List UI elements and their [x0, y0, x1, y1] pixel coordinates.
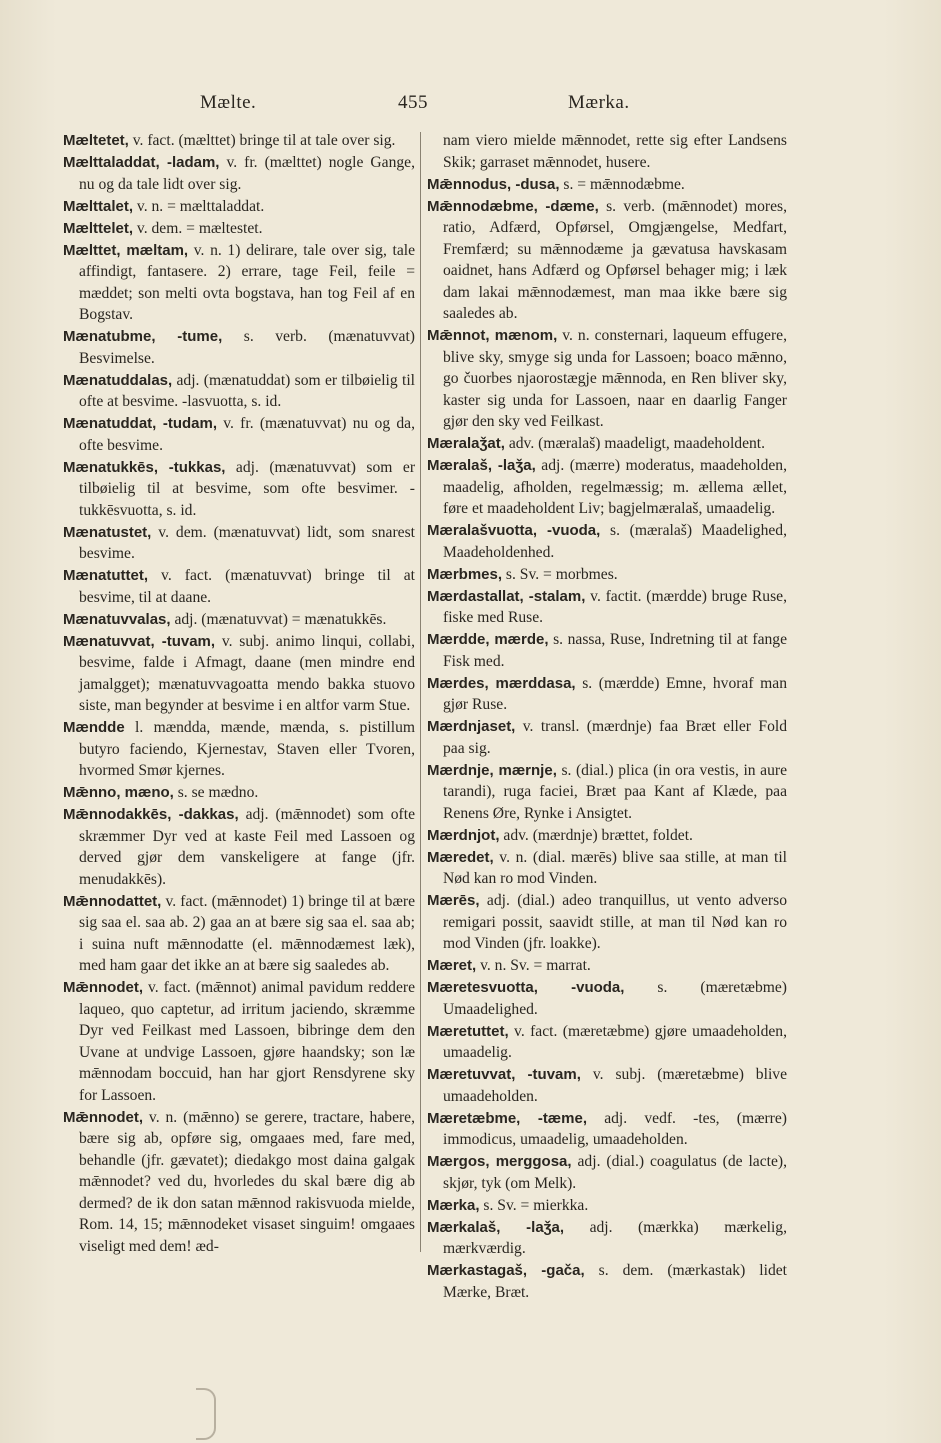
dictionary-entry — [427, 196, 787, 325]
dictionary-entry — [63, 631, 415, 717]
entry-headword: Mæltetet, — [63, 132, 129, 149]
entry-headword: Mærdastallat, -stalam, — [427, 587, 586, 605]
entry-definition: adv. (mæralaš) maadeligt, maadeholdent. — [504, 435, 766, 452]
dictionary-entry — [63, 522, 415, 565]
dictionary-entry — [427, 1195, 787, 1217]
entry-headword: Mænatukkēs, -tukkas, — [63, 458, 226, 476]
entry-headword: Mærdnje, mærnje, — [427, 761, 557, 779]
entry-definition: adv. (mærdnje) brættet, foldet. — [499, 826, 693, 844]
right-column — [427, 130, 787, 1303]
entry-headword: Mærka, — [427, 1196, 480, 1214]
dictionary-entry — [427, 1217, 787, 1260]
entry-headword: Mænatuddalas, — [63, 371, 173, 389]
entry-headword: Mǣnno, mæno, — [63, 784, 174, 801]
entry-headword: Mæretæbme, -tæme, — [427, 1109, 587, 1127]
entry-headword: Mærkalaš, -laǯa, — [427, 1218, 565, 1236]
entry-headword: Mænatuvvalas, — [63, 610, 171, 628]
entry-definition: s. (mærdde) Emne, hvoraf man gjør Ruse. — [443, 674, 787, 713]
entry-headword: Mærdde, mærde, — [427, 631, 549, 648]
dictionary-entry — [427, 325, 787, 433]
dictionary-entry — [427, 847, 787, 890]
dictionary-entry — [63, 413, 415, 456]
entry-headword: Mælttalet, — [63, 197, 134, 215]
entry-headword: Mærdes, mærddasa, — [427, 674, 576, 692]
entry-headword: Mænatuddat, -tudam, — [63, 415, 218, 432]
entry-headword: Mǣnnodus, -dusa, — [427, 175, 560, 193]
dictionary-entry — [427, 955, 787, 977]
entry-headword: Mæretesvuotta, -vuoda, — [427, 979, 625, 996]
dictionary-entry — [63, 782, 415, 804]
binding-bracket-mark — [196, 1388, 216, 1440]
dictionary-entry — [427, 520, 787, 563]
entry-headword: Mænatuvvat, -tuvam, — [63, 632, 216, 650]
entry-headword: Mæralaš, -laǯa, — [427, 457, 536, 474]
dictionary-entry — [63, 457, 415, 522]
entry-definition: s. (dial.) plica (in ora vestis, in aure tarandi), ruga faciei, Bræt paa Kant af Klæde, paa Renens Øre, Rynke i Ansigtet. — [443, 761, 787, 822]
entry-headword: Mǣnnot, mænom, — [427, 327, 558, 344]
dictionary-entry — [427, 629, 787, 672]
entry-definition: adj. (mænatuddat) som er tilbøielig til ofte at besvime. -lasvuotta, s. id. — [79, 371, 415, 410]
entry-definition: s. Sv. = morbmes. — [502, 565, 618, 583]
entry-definition: s. Sv. = mierkka. — [479, 1196, 589, 1214]
entry-headword: Mælttet, mæltam, — [63, 241, 189, 259]
entry-definition: v. fr. (mænatuvvat) nu og da, ofte besvime. — [79, 415, 416, 454]
dictionary-entry — [63, 196, 415, 218]
left-column — [63, 130, 415, 1257]
entry-headword: Mærbmes, — [427, 565, 503, 583]
dictionary-entry — [427, 760, 787, 825]
entry-definition: v. n. (mǣnno) se gerere, tractare, habere, bære sig ab, opføre sig, omgaaes med, fare med, behandle (jfr. gævatet); diedakgo most daina galgak mǣnnodet? ved du, hvorledes du skal bære dig ab dermed? de ik don satan mǣnnod rakisvuoda mielde, Rom. 14, 15; mǣnnodeket visaset singuim! omgaaes viseligt med dem! æd- — [79, 1108, 415, 1255]
entry-definition: adj. (mǣnnodet) som ofte skræmmer Dyr ved at kaste Feil med Lassoen og derved gjør dem vanskeligere at fange (jfr. menudakkēs). — [79, 806, 415, 888]
entry-headword: Mæralašvuotta, -vuoda, — [427, 522, 601, 539]
entry-headword: Mærkastagaš, -gača, — [427, 1262, 585, 1279]
entry-definition: v. subj. (mæretæbme) blive umaadeholden. — [443, 1066, 787, 1105]
dictionary-entry — [63, 326, 415, 369]
entry-headword: Mærgos, merggosa, — [427, 1153, 572, 1170]
dictionary-entry — [427, 825, 787, 847]
dictionary-entry — [427, 1064, 787, 1107]
entry-definition: adj. vedf. -tes, (mærre) immodicus, umaadelig, umaadeholden. — [443, 1109, 787, 1148]
entry-definition: v. n. 1) delirare, tale over sig, tale affindigt, fantasere. 2) errare, tage Feil, feile = mæddet; son melti ovta bogstava, han tog Feil af en Bogstav. — [79, 241, 415, 323]
entry-definition: adj. (dial.) coagulatus (de lacte), skjør, tyk (om Melk). — [443, 1153, 787, 1192]
entry-headword: Mærēs, — [427, 892, 480, 909]
dictionary-entry — [427, 455, 787, 520]
entry-definition: s. verb. (mǣnnodet) mores, ratio, Adfærd, Opførsel, Omgjængelse, Medfart, Fremfærd; su mǣnnodæme ja gævatusa havskasam oaidnet, hans Adfærd og Opførsel behager mig; i læk dam lakai mǣnnodæmest, man maa ikke bære sig saaledes ab. — [443, 197, 787, 322]
dictionary-entry — [63, 152, 415, 195]
entry-definition: adj. (mænatuvvat) som er tilbøielig til at besvime, som ofte besvimer. -tukkēsvuotta, s. id. — [79, 458, 416, 519]
entry-headword: Mæredet, — [427, 848, 494, 866]
entry-definition: v. n. consternari, laqueum effugere, blive sky, smyge sig unda for Lassoen; boaco mǣnno, go čuorbes njaorostægje mǣnnoda, en Ren bliver sky, kaster sig unda for Lassoen, naar en daarlig Fanger gjør den sky ved Feilkast. — [443, 327, 787, 430]
entry-definition: s. (mæralaš) Maadelighed, Maadeholdenhed. — [443, 522, 787, 561]
dictionary-entry — [63, 891, 415, 977]
header-right-word: Mærka. — [568, 92, 630, 113]
entry-headword: Mǣnnodet, — [63, 979, 143, 996]
entry-definition: adj. (mærre) moderatus, maadeholden, maadelig, afholden, regelmæssig; m. ællema ællet, føre et maadeholdent Liv; bagjelmæralaš, umaadelig. — [443, 457, 788, 517]
entry-headword: Mæretuvvat, -tuvam, — [427, 1066, 581, 1083]
entry-headword: Mǣnnodæbme, -dæme, — [427, 197, 599, 215]
entry-headword: Mǣnnodakkēs, -dakkas, — [63, 806, 239, 823]
entry-headword: Mæret, — [427, 957, 477, 974]
page-number: 455 — [398, 92, 428, 113]
dictionary-entry — [427, 977, 787, 1020]
entry-definition: adj. (mærkka) mærkelig, mærkværdig. — [443, 1218, 787, 1257]
dictionary-entry — [427, 1260, 787, 1303]
entry-definition: nam viero mielde mǣnnodet, rette sig efter Landsens Skik; garraset mǣnnodet, husere. — [443, 132, 787, 171]
entry-headword: Mærdnjot, — [427, 826, 500, 844]
entry-headword: Mærdnjaset, — [427, 718, 516, 735]
entry-headword: Mænatustet, — [63, 523, 152, 541]
entry-definition: v. dem. = mæltestet. — [133, 219, 263, 237]
entry-definition: l. mændda, mænde, mænda, s. pistillum butyro faciendo, Kjernestav, Staven eller Tvoren, hvormed Smør kjernes. — [79, 719, 415, 779]
entry-definition: v. fact. (mǣnnot) animal pavidum reddere laqueo, quo captetur, ad irritum jaciendo, skræmme Dyr ved Feilkast med Lassoen, bibringe dem den Uvane at undvige Lassoen, gjøre haandsky; son læ mǣnnodam boccuid, han har gjort Rensdyrene sky for Lassoen. — [79, 979, 415, 1104]
dictionary-entry — [427, 1151, 787, 1194]
entry-definition: v. factit. (mærdde) bruge Ruse, fiske med Ruse. — [443, 587, 787, 626]
dictionary-entry — [63, 717, 415, 782]
dictionary-entry — [63, 977, 415, 1106]
entry-definition: v. n. Sv. = marrat. — [476, 957, 591, 974]
page-header — [0, 92, 941, 122]
entry-definition: s. dem. (mærkastak) lidet Mærke, Bræt. — [443, 1262, 788, 1301]
entry-definition: v. fact. (mænatuvvat) bringe til at besvime, til at daane. — [79, 567, 415, 606]
dictionary-entry — [63, 240, 415, 326]
entry-definition: v. n. (dial. mærēs) blive saa stille, at man til Nød kan ro mod Vinden. — [443, 848, 787, 887]
entry-definition: s. verb. (mænatuvvat) Besvimelse. — [79, 328, 415, 367]
dictionary-entry — [427, 433, 787, 455]
entry-definition: s. = mǣnnodæbme. — [559, 175, 685, 193]
entry-headword: Mælttelet, — [63, 219, 134, 237]
dictionary-entry — [427, 890, 787, 955]
entry-headword: Mǣnnodet, — [63, 1108, 143, 1126]
entry-definition: v. fr. (mælttet) nogle Gange, nu og da tale lidt over sig. — [79, 154, 415, 193]
entry-headword: Mǣnnodattet, — [63, 892, 162, 910]
entry-definition: v. transl. (mærdnje) faa Bræt eller Fold paa sig. — [443, 718, 787, 757]
entry-definition: v. fact. (mǣnnodet) 1) bringe til at bære sig saa el. saa ab. 2) gaa an at bære sig saa el. saa ab; i suina nuft mǣnnodatte (el. mǣnnodæmest læk), med ham gaar det ikke an at bære sig saaledes ab. — [79, 892, 415, 974]
dictionary-entry — [427, 174, 787, 196]
dictionary-entry — [63, 130, 415, 152]
entry-definition: v. dem. (mænatuvvat) lidt, som snarest besvime. — [79, 523, 415, 562]
entry-definition: v. fact. (mæretæbme) gjøre umaadeholden, umaadelig. — [443, 1022, 787, 1061]
entry-headword: Mændde — [63, 719, 125, 736]
entry-headword: Mæretuttet, — [427, 1022, 509, 1040]
entry-definition: v. n. = mælttaladdat. — [133, 197, 265, 215]
header-left-word: Mælte. — [200, 92, 257, 113]
dictionary-entry — [427, 716, 787, 759]
dictionary-entry — [63, 370, 415, 413]
dictionary-entry — [427, 1021, 787, 1064]
entry-headword: Mælttaladdat, -ladam, — [63, 154, 220, 171]
entry-definition: v. fact. (mælttet) bringe til at tale over sig. — [128, 132, 396, 149]
dictionary-entry — [427, 564, 787, 586]
entry-definition: adj. (dial.) adeo tranquillus, ut vento adverso remigari possit, saavidt stille, at man til Nød kan ro mod Vinden (jfr. loakke). — [443, 892, 787, 952]
entry-headword: Mænatubme, -tume, — [63, 328, 223, 345]
entry-definition: adj. (mænatuvvat) = mænatukkēs. — [170, 610, 387, 628]
column-divider — [420, 132, 421, 1252]
dictionary-entry — [63, 565, 415, 608]
entry-definition: v. subj. animo linqui, collabi, besvime, falde i Afmagt, daane (men mindre end jamalgget); mænatuvvagoatta mendo bakka stuovo siste, man begynder at besvime i en altfor varm Stue. — [79, 632, 415, 714]
entry-definition: s. (mæretæbme) Umaadelighed. — [443, 979, 787, 1018]
entry-headword: Mænatuttet, — [63, 567, 148, 584]
dictionary-entry — [427, 1108, 787, 1151]
entry-headword: Mæralaǯat, — [427, 435, 505, 452]
dictionary-entry — [63, 804, 415, 890]
dictionary-entry — [63, 1107, 415, 1258]
dictionary-entry — [427, 673, 787, 716]
entry-definition: s. se mædno. — [173, 784, 259, 801]
dictionary-entry — [63, 609, 415, 631]
dictionary-entry — [63, 218, 415, 240]
dictionary-entry — [427, 586, 787, 629]
dictionary-entry — [427, 130, 787, 173]
entry-definition: s. nassa, Ruse, Indretning til at fange Fisk med. — [443, 631, 788, 670]
